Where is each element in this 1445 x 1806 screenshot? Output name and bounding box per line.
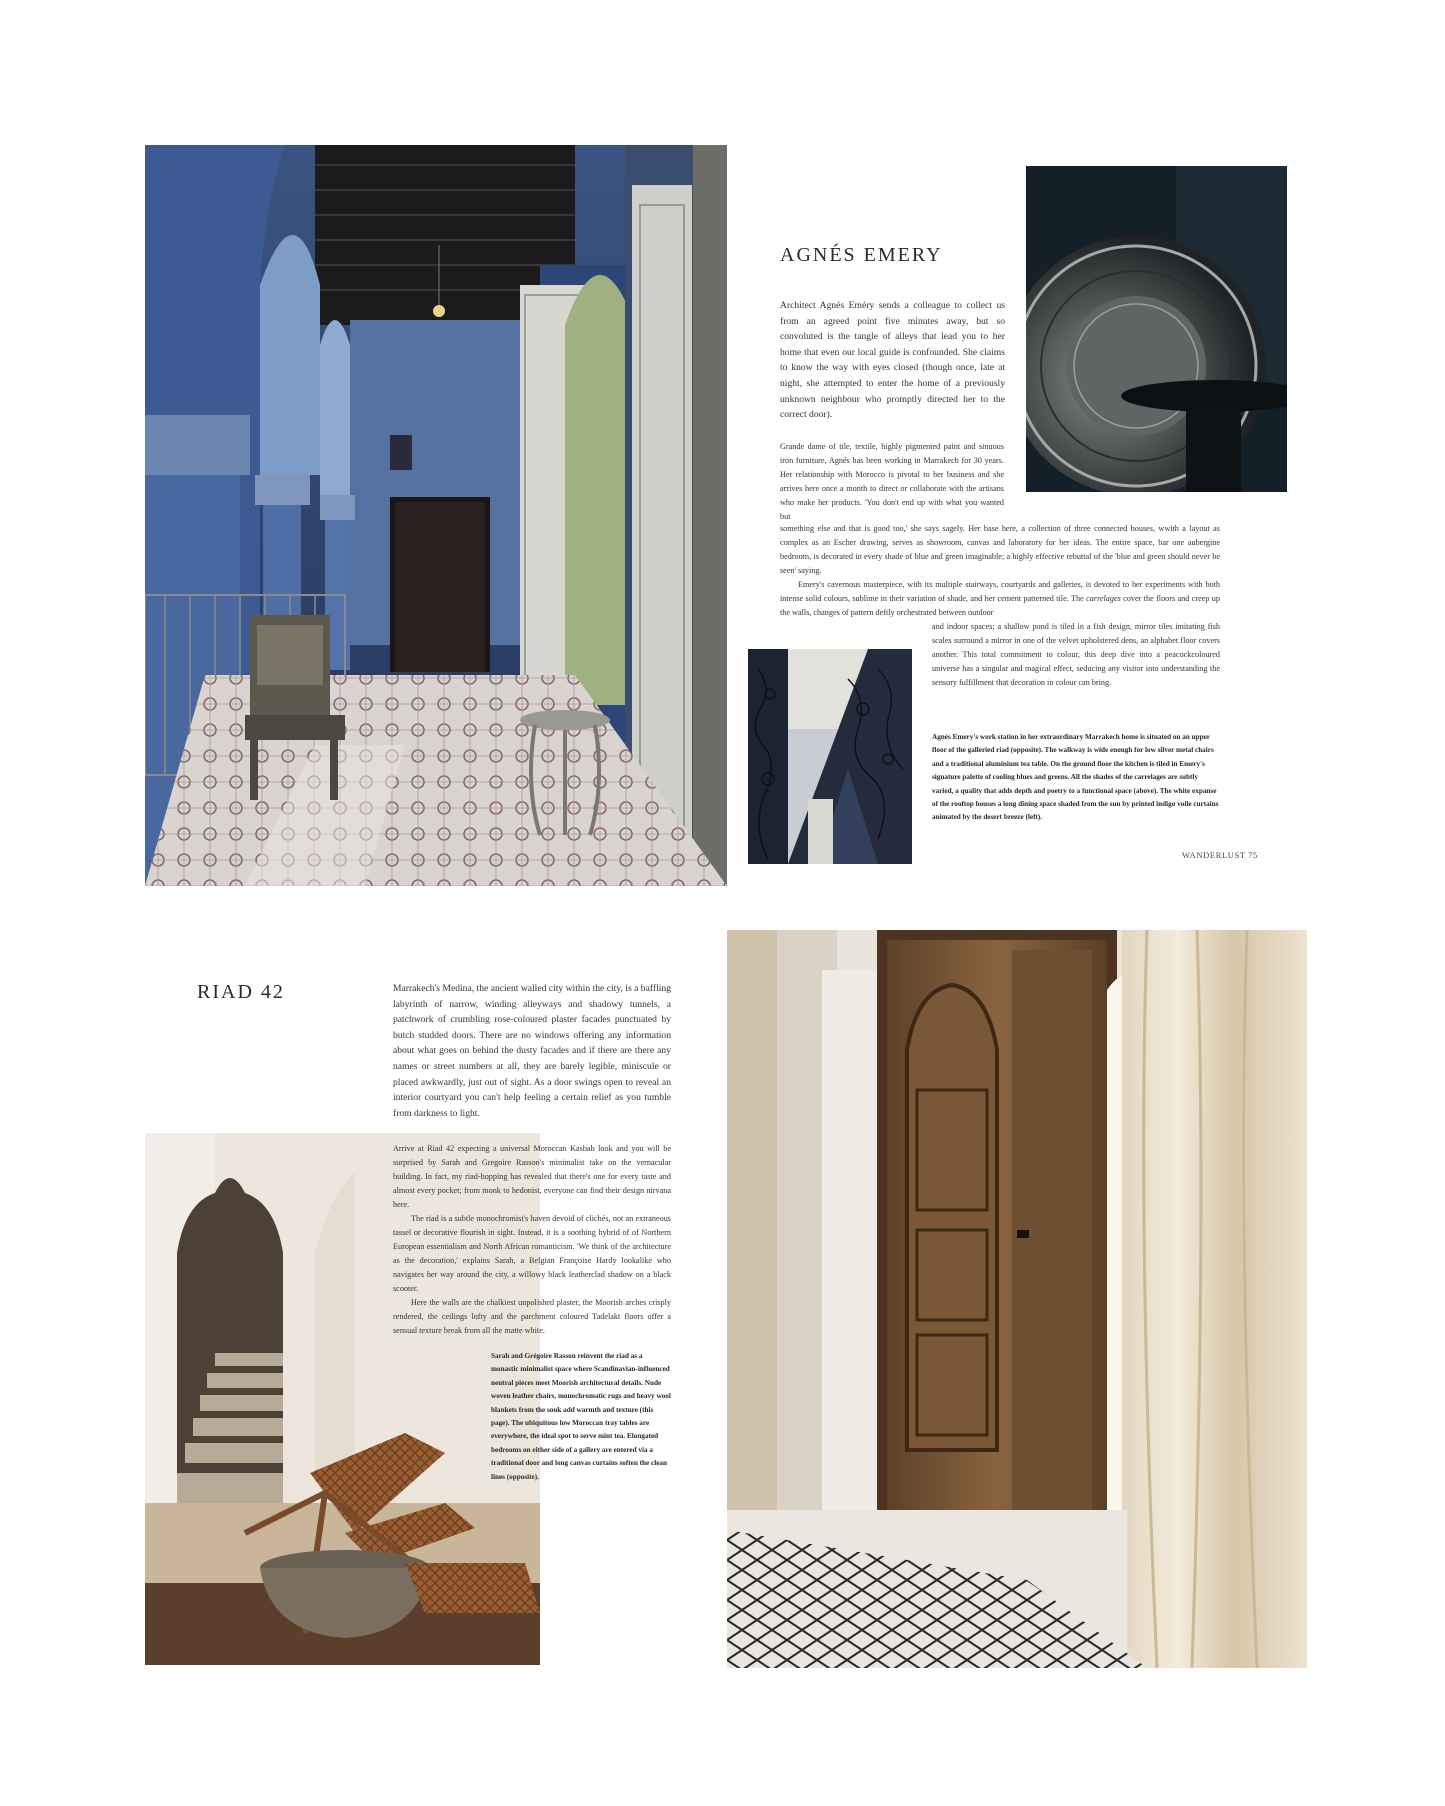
- photo-indigo-curtains: [748, 649, 912, 864]
- agnes-emery-body-wide: [780, 522, 1220, 620]
- photo-wooden-door: [727, 930, 1307, 1668]
- agnes-emery-para3-end: and indoor spaces; a shallow pond is tiled in a fish design, mirror tiles imitating fish scales surround a mirror in one of the velvet upholstered dens, an alphabet floor covers another. This total commitment to colour, this deep dive into a peacockcoloured universe has a singular and magical effect, seducing any visitor into understanding the sensory fulfillment that decoration in colour can bring.: [932, 622, 1220, 687]
- photo-blue-gallery: [145, 145, 727, 886]
- agnes-emery-para2-end: something else and that is good too,' she says sagely. Her base here, a collection of three connected houses, wwith a layout as complex as an Escher drawing, serves as showroom, canvas and laboratory for her ideas. The entire space, bar one aubergine bedroom, is decorated in every shade of blue and green imaginable; a highly effective rebuttal of the 'blue and green should never be seen' saying.: [780, 524, 1220, 575]
- riad-42-heading: RIAD 42: [197, 981, 285, 1003]
- agnes-emery-intro-text: Architect Agnés Eméry sends a colleague to collect us from an agreed point five minutes away, but so convoluted is the tangle of alleys that lead you to her home that even our local guide is confounded. She claims to know the way with eyes closed (though once, late at night, she attempted to enter the home of a previously unknown neighbour who promptly directed her to the correct door).: [780, 300, 1005, 421]
- page-folio: WANDERLUST 75: [1182, 850, 1258, 860]
- photo-silver-trays: [1026, 166, 1287, 492]
- agnes-emery-para2-start: Grande dame of tile, textile, highly pigmented paint and sinuous iron furniture, Agnés has been working in Marrakech for 30 years. Her relationship with Morocco is pivotal to her business and she arrives here once a month to direct or collaborate with the artisans who make her products. 'You don't end up with what you wanted but: [780, 442, 1004, 521]
- riad-42-intro: [393, 981, 671, 1121]
- riad-42-caption: Sarah and Grégoire Rasson reinvent the riad as a monastic minimalist space where Scandinavian-influenced neutral pieces meet Moorish architectural details. Nude woven leather chairs, monochromatic rugs and heavy wool blankets from the souk add warmth and texture (this page). The ubiquitous low Moroccan tray tables are everywhere, the ideal spot to serve mint tea. Elongated bedrooms on either side of a gallery are entered via a traditional door and long canvas curtains soften the clean lines (opposite).: [491, 1352, 671, 1481]
- agnes-emery-para3-start: Emery's cavernous masterpiece, with its multiple stairways, courtyards and galleries, is devoted to her experiments with both intense solid colours, sublime in their variation of shade, and her cement patterned tile. The carrelages cover the floors and creep up the walls, changes of pattern deftly orchestrated between outdoor: [780, 580, 1220, 617]
- riad-42-para3: The riad is a subtle monochromist's haven devoid of clichés, not an extraneous tassel or decorative flourish in sight. Instead, it is a soothing hybrid of of Northern European essentialism and North African romanticism. 'We think of the architecture as the decoration,' explains Sarah, a Belgian Françoise Hardy lookalike who navigates her way around the city, a willowy black leatherclad shadow on a black scooter.: [393, 1214, 671, 1293]
- riad-42-body: [393, 1142, 671, 1338]
- agnes-emery-heading: AGNÉS EMERY: [780, 244, 943, 266]
- agnes-emery-body-lower: [932, 620, 1220, 690]
- agnes-emery-caption: Agnés Emery's work station in her extraordinary Marrakech home is situated on an upper floor of the galleried riad (opposite). The walkway is wide enough for low silver metal chairs and a traditional aluminium tea table. On the ground floor the kitchen is tiled in Emery's signature palette of cooling blues and greens. All the shades of the carrelages are subtly varied, a quality that adds depth and poetry to a functional space (above). The white expanse of the rooftop houses a long dining space shaded from the sun by printed indigo voile curtains animated by the desert breeze (left).: [932, 733, 1219, 822]
- agnes-emery-body-upper: [780, 440, 1004, 524]
- riad-42-para1: Marrakech's Medina, the ancient walled city within the city, is a baffling labyrinth of narrow, winding alleyways and shadowy tunnels, a patchwork of crumbling rose-coloured plaster facades punctuated by butch studded doors. There are no windows offering any information about what goes on behind the dusty facades and if there are there any names or street numbers at all, they are barely legible, miniscule or placed awkwardly, just out of sight. As a door swings open to reveal an interior courtyard you can't help feeling a certain relief as you tumble from darkness to light.: [393, 983, 671, 1119]
- riad-42-para4: Here the walls are the chalkiest unpolished plaster, the Moorish arches crisply rendered, the ceilings lofty and the parchment coloured Tadelakt floors offer a sensual texture break from all the matte white.: [393, 1298, 671, 1335]
- agnes-emery-intro: [780, 298, 1005, 423]
- riad-42-para2: Arrive at Riad 42 expecting a universal Moroccan Kasbah look and you will be surprised by Sarah and Gregoire Rasson's minimalist take on the vernacular building. In fact, my riad-hopping has revealed that there's one for every taste and almost every pocket; from monk to hedonist, everyone can find their design nirvana here.: [393, 1144, 671, 1209]
